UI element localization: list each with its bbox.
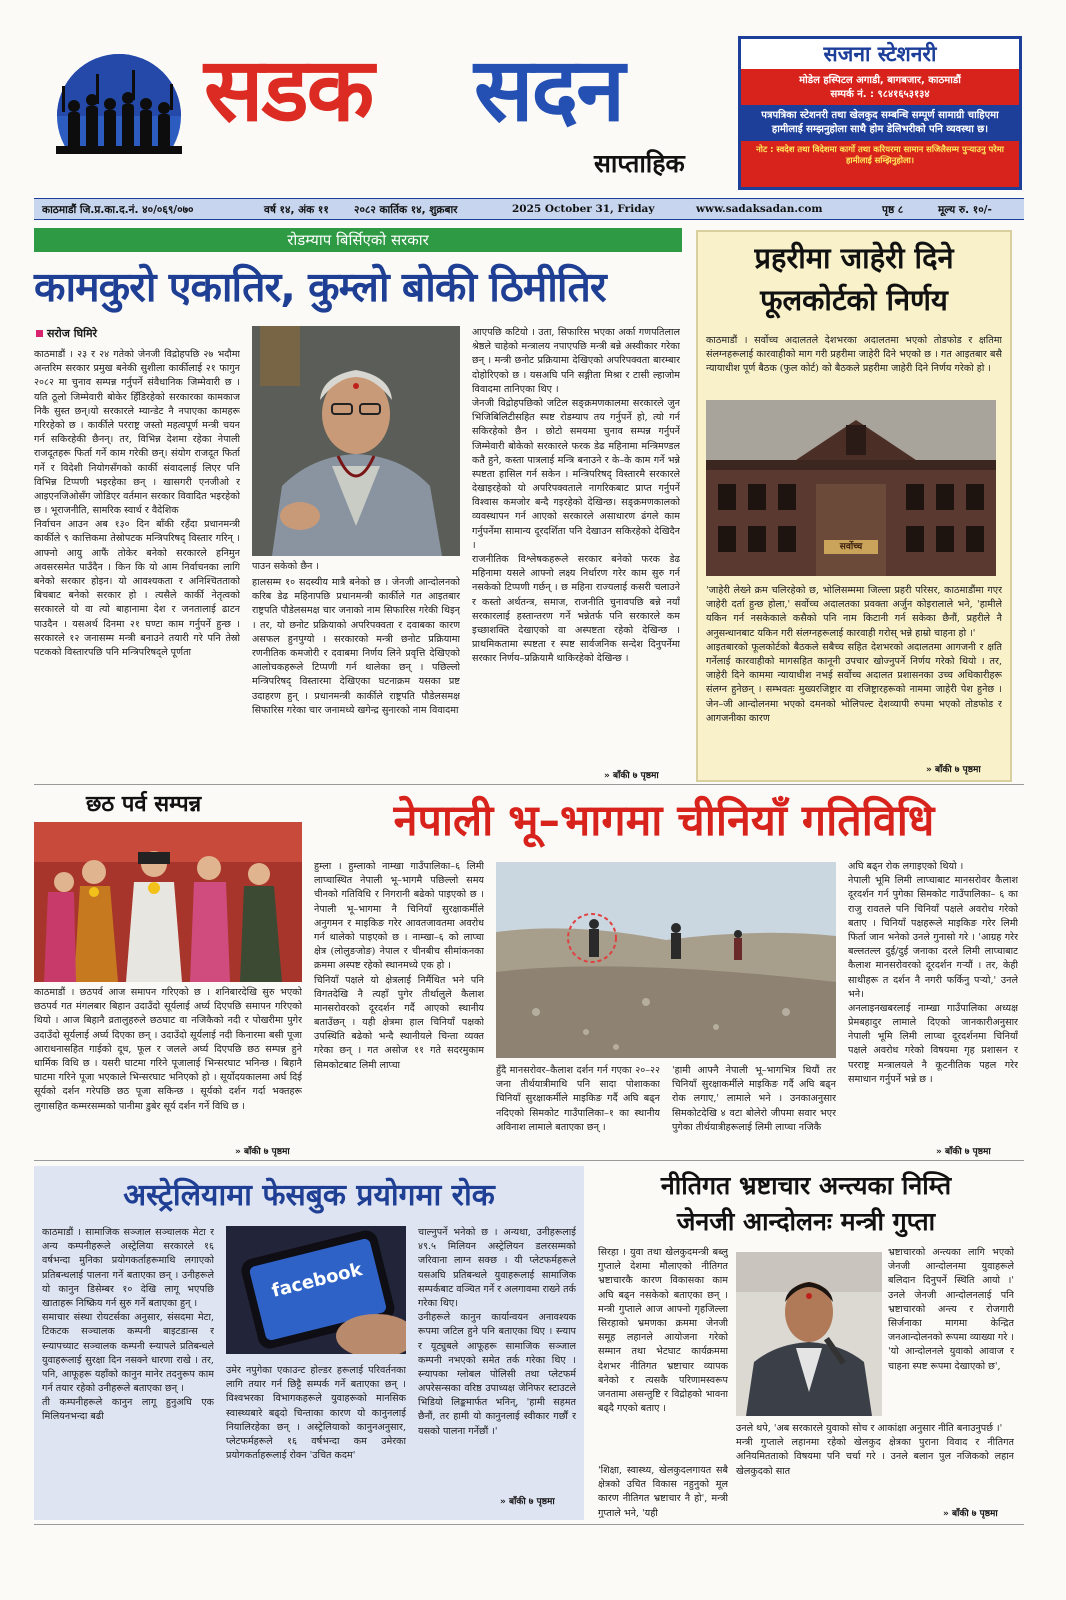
court-sign: सर्वोच्च (839, 542, 863, 552)
section-divider (34, 784, 1024, 785)
facebook-logo-text: facebook (269, 1259, 365, 1302)
china-headline: नेपाली भू–भागमा चीनियाँ गतिविधि (393, 796, 935, 846)
china-column-4: अघि बढ्न रोक लगाइएको थियो । नेपाली भूमि लिमी लाप्चाबाट मानसरोवर कैलाश दूरदर्शन गर्न पुगेका सिमकोट गाउँपालिका– ६ का राजु रावतले पनि चिनियाँ पक्षले अवरोध गरेको बताए । चिनियाँ पक्षहरूले माइकिङ गरेर लिमी फिर्ता जान भनेको उनले गुनासो गरे । 'आग्रह गरेर बल्लतल्ल दुई/दुई जनाका दरले लिमी लाप्चाबाट कैलाश मानसरोवरको दूरदर्शन गऱ्यौं । तर, केही साथीहरू त दर्शन नै नगरी फर्किनु पऱ्यो,' उनले भने। अनलाइनखबरलाई नाम्खा गाउँपालिका अध्यक्ष प्रेमबहादुर लामाले दिएको जानकारीअनुसार नेपाली भूमि लिमी लाप्चा दूरदर्शनमा चिनियाँ पक्षले अवरोध गरेको विषयमा गृह प्रशासन र परराष्ट्र मन्त्रालयले नै कूटनीतिक पहल गरेर समाधान गर्नुपर्ने भन्ने छ । (848, 861, 1018, 1085)
lead-column-3: आएपछि कटियो । उता, सिफारिस भएका अर्का गणपतिलाल श्रेष्ठले चाहेको मन्त्रालय नपाएपछि मन्त्री बन्ने अस्वीकार गरेका छन् । मन्त्री छनोट प्रक्रियामा देखिएको अपरिपक्वता बारम्बार दोहोरिएको छ । यसअघि पनि सङ्गीता मिश्रा र टासी ल्हाजोम विवादमा तानिएका थिए । जेनजी विद्रोहपछिको जटिल सङ्क्रमणकालमा सरकारले जुन भिजिबिलिटीसहित स्पष्ट रोडम्याप तय गर्नुपर्ने हो, त्यो गर्न सकिरहेको छैन । छोटो समयमा चुनाव सम्पन्न गर्नुपर्ने जिम्मेवारी बोकेको सरकारले फरक डेढ महिनामा मन्त्रिमण्डल कतै हुने, कस्ता पात्रलाई मन्त्रि बनाउने र के–के काम गर्ने भन्ने स्पष्टता हासिल गर्न सकेन । मन्त्रिपरिषद् विस्तारमै सरकारले देखाइरहेको यो अपरिपक्वताले नागरिकबाट प्राप्त गर्नुपर्ने विश्वास कमजोर बन्दै गइरहेको देखिन्छ। सङ्क्रमणकालको व्यवस्थापन गर्न आएको सरकारले असाधारण ढंगले काम गर्नुपर्नेमा सामान्य दूरदर्शिता पनि देखाउन सकिरहेको देखिदैन । राजनीतिक विश्लेषकहरूले सरकार बनेको फरक डेढ महिनामा यसले आफ्नो लक्ष्य निर्धारण गरेर काम सुरु गर्न नसकेको टिप्पणी गर्छन् । छ महिना राज्यलाई कसरी चलाउने र कस्तो अर्थतन्त्र, समाज, राजनीति चुनावपछि बन्ने नयाँ सरकारलाई हस्तान्तरण गर्ने भन्नेतर्फ पनि सरकारले कम इच्छाशक्ति देखाएको वा अस्पष्टता रहेको देखिन्छ । प्राथमिकतामा स्पष्टता र स्पष्ट सार्वजनिक सन्देश दिनुपर्नेमा सरकार निर्णय–प्रक्रियामै थाकिरहेको देखिन्छ । (472, 327, 680, 665)
chhath-continued[interactable]: » बाँकी ७ पृष्ठमा (232, 1144, 290, 1157)
chhath-body: काठमाडौं । छठपर्व आज समापन गरिएको छ । शनिबारदेखि सुरु भएको छठपर्व गत मंगलबार बिहान उदाउँदो सूर्यलाई अर्घ्य दिएपछि समापन गरिएको थियो । आज बिहानै व्रतालुहरुले छठघाट वा नजिकैको नदी र पोखरीमा पुगेर उदाउँदो सूर्यलाई अर्घ्य दिएका छन् । उदाउँदो सूर्यलाई नदी किनारमा बसी पूजा आराधनासहित गाईको दूध, फूल र जलले अर्घ्य दिएपछि छठ सम्पन्न हुने धार्मिक विधि छ । यसरी घाटमा गरिने पूजालाई भिन्सरघाट भनिन्छ । बिहानै घाटमा गरिने पूजा भएकाले भिन्सरघाट भनिएको हो । सूर्योदयकालमा अर्घ दिई सूर्यको दर्शन गरेपछि छठ पूजा सकिन्छ । सूर्यको दर्शन गर्दा भक्तहरू लुगासहित कम्मरसम्मको पानीमा डुबेर सूर्य दर्शन गर्ने विधि छ । (34, 987, 302, 1112)
info-bar (34, 198, 1024, 220)
advert-note: नोट : स्वदेश तथा विदेशमा कार्गो तथा करियरमा सामान सजिलैसम्म पुऱ्याउनु परेमा हामीलाई सम्झिनुहोला। (756, 144, 1004, 165)
prahari-headline-2: फूलकोर्टको निर्णय (760, 283, 948, 317)
byline-marker (36, 330, 43, 337)
china-photo (496, 862, 836, 1058)
facebook-photo (226, 1226, 406, 1354)
genz-quote: 'शिक्षा, स्वास्थ्य, खेलकुदलगायत सबै क्षेत्रको उचित विकास नहुनुको मूल कारण नीतिगत भ्रष्टाचार नै हो', मन्त्री गुप्ताले भने, 'यही (598, 1465, 728, 1518)
prahari-headline-1: प्रहरीमा जाहेरी दिने (754, 241, 954, 275)
volume-issue: वर्ष १४, अंक ११ (264, 204, 329, 216)
lead-column-2: हालसम्म १० सदस्यीय मात्रै बनेको छ । जेनजी आन्दोलनको करिब डेढ महिनापछि प्रधानमन्त्री कार्कीले गत आइतबार राष्ट्रपति पौडेलसमक्ष चार जनाको नाम सिफारिस गरेकी थिइन् । तर, यो छनोट प्रक्रियाको अपरिपक्वता र दवाबका कारण असफल हुनपुग्यो । सरकारको मन्त्री छनोट प्रक्रियामा रणनीतिक कमजोरी र दवाबमा निर्णय लिने प्रवृत्ति देखिएको आलोचकहरूले टिप्पणी गर्न थालेका छन् । पछिल्लो मन्त्रिपरिषद् विस्तारमा देखिएका घटनाक्रम यसका प्रष्ट उदाहरण हुन् । प्रधानमन्त्री कार्कीले राष्ट्रपति पौडेलसमक्ष सिफारिस गरेका चार जनामध्ये खगेन्द्र सुनारको नाम विवादमा (252, 577, 460, 716)
lead-photo-figure (252, 326, 460, 556)
china-column-2: हुँदै मानसरोवर–कैलाश दर्शन गर्न गएका २०–२२ जना तीर्थयात्रीमाथि पनि सादा पोशाकका चिनियाँ सुरक्षाकर्मीले माइकिङ गर्दै अघि बढ्न नदिएको सिमकोट गाउँपालिका–१ का स्थानीय अविनाश लामाले बताएका छन् । (496, 1065, 660, 1133)
genz-continued[interactable]: » बाँकी ७ पृष्ठमा (940, 1506, 998, 1519)
advert-body: पत्रपत्रिका स्टेशनरी तथा खेलकुद सम्बन्धि सम्पूर्ण सामाग्री चाहिएमा हामीलाई सम्झनुहोला साथै होम डेलिभरीको पनि व्यवस्था छ। (741, 105, 1019, 141)
bottom-rule (34, 1524, 1024, 1525)
chhath-headline: छठ पर्व सम्पन्न (86, 792, 202, 817)
masthead-title-left: सडक (204, 38, 373, 141)
australia-column-2: उमेर नपुगेका एकाउन्ट होल्डर हरूलाई परिवर्तनका लागि तयार गर्न छिट्टै सम्पर्क गर्ने बताएका छन् । विश्वभरका विभागकहरूले युवाहरूको मानसिक स्वास्थ्यबारे बढ्दो चिन्ताका कारण यो कानुनलाई नियालिरहेका छन् । अस्ट्रेलियाको कानुनअनुसार, प्लेटफर्महरूले १६ वर्षभन्दा कम उमेरका प्रयोगकर्ताहरूलाई रोक्न 'उचित कदम' (226, 1365, 406, 1462)
china-column-1: हुम्ला । हुम्लाको नाम्खा गाउँपालिका–६ लिमी लाप्चास्थित नेपाली भू–भागमै पछिल्लो समय चीनको गतिविधि र निगरानी बढेको पाइएको छ । नेपाली भू–भागमा नै चिनियाँ सुरक्षाकर्मीले अनुगमन र माइकिङ गरेर आवतजावतमा अवरोध गर्न थालेको पाइएको छ । नाम्खा–६ को लाप्चा क्षेत्र (लोलुङजोङ) नेपाल र चीनबीच सीमांकनका क्रममा अस्पष्ट रहेको स्थानमध्ये एक हो । चिनियाँ पक्षले यो क्षेत्रलाई निर्मैथित भने पनि विगतदेखि नै त्यहाँ पुगेर तीर्थालुले कैलाश मानसरोवरको दूरदर्शन गर्दै आएको स्थानीय बताउँछन् । यही क्षेत्रमा हाल चिनियाँ पक्षको उपस्थिति बढेको भन्दै स्थानीयले चिन्ता व्यक्त गरेका छन् । गत असोज ११ गते सदरमुकाम सिमकोटबाट लिमी लाप्चा (314, 861, 484, 1071)
lead-byline (36, 326, 97, 341)
border-landscape (496, 862, 836, 1058)
china-continued[interactable]: » बाँकी ७ पृष्ठमा (936, 1147, 991, 1157)
protest-logo-icon (34, 38, 204, 178)
registration-number: काठमाडौं जि.प्र.का.द.नं. ४०/०६९/०७० (42, 204, 194, 216)
prahari-continued[interactable]: » बाँकी ७ पृष्ठमा (926, 765, 981, 775)
lead-photo-caption: पाउन सकेको छैन । (252, 561, 320, 572)
australia-continued[interactable]: » बाँकी ७ पृष्ठमा (500, 1497, 555, 1507)
prahari-photo (706, 400, 996, 576)
lead-kicker: रोडम्याप बिर्सिएको सरकार (34, 228, 682, 252)
australia-column-3: चाल्नुपर्ने भनेको छ । अन्यथा, उनीहरूलाई ४९.५ मिलियन अस्ट्रेलियन डलरसम्मको जरिवाना लाग्न सक्छ । यी प्लेटफर्महरूले यसअघि प्रतिबन्धले युवाहरूलाई सामाजिक सम्पर्कबाट वञ्चित गर्ने र अलगावमा राख्ने तर्क गरेका थिए। उनीहरूले कानुन कार्यान्वयन अनावश्यक रूपमा जटिल हुने पनि बताएका थिए । स्न्याप र यूट्युबले आफूहरू सामाजिक सञ्जाल कम्पनी नभएको समेत तर्क गरेका थिए । स्न्यापका ग्लोबल पोलिसी तथा प्लेटफर्म अपरेसन्सका वरिष्ठ उपाध्यक्ष जेनिफर स्टाउटले भिडियो लिङ्कमार्फत भनिन्, 'हामी सहमत छैनौं, तर हामी यो कानुनलाई स्वीकार गर्छौं र यसको पालना गर्नेछौं ।' (418, 1227, 576, 1437)
advert-address: मोडेल हस्पिटल अगाडी, बागबजार, काठमाडौं (799, 75, 961, 86)
genz-headline-2: जेनजी आन्दोलनः मन्त्री गुप्ता (676, 1207, 936, 1236)
australia-column-1: काठमाडौं । सामाजिक सञ्जाल सञ्चालक मेटा र अन्य कम्पनीहरूले अस्ट्रेलिया सरकारले १६ वर्षभन्दा मुनिका प्रयोगकर्ताहरूमाथि लगाएको प्रतिबन्धलाई पालना गर्ने बताएका छन् । उनीहरूले यो कानुन डिसेम्बर १० देखि लागू भएपछि खाताहरू निष्क्रिय गर्न सुरु गर्ने बताएका हुन् । समाचार संस्था रोयटर्सका अनुसार, संसदमा मेटा, टिकटक सञ्चालक कम्पनी बाइटडान्स र स्न्यापच्याट सञ्चालक कम्पनी स्न्यापले प्रतिबन्धले युवाहरूलाई सुरक्षा दिन नसक्ने धारणा राखे । तर, पनि, आफूहरू यहाँको कानुन मानेर तदनुरूप काम गर्न तयार रहेको उनीहरूले बताएका छन् । ती कम्पनीहरूले कानुन लागू हुनुअघि एक मिलियनभन्दा बढी (42, 1227, 214, 1423)
section-divider-2 (34, 1160, 1024, 1161)
page-number: पृष्ठ ८ (882, 204, 904, 216)
lead-photo (252, 326, 460, 556)
stationery-advert (738, 36, 1022, 190)
masthead-subtitle: साप्ताहिक (594, 149, 685, 178)
prahari-intro: काठमाडौं । सर्वोच्च अदालतले देशभरका अदालतमा भएको तोडफोड र क्षतिमा संलग्नहरूलाई कारवाहीको माग गरी प्रहरीमा जाहेरी दिने भएको छ । गत आइतबार बसै न्यायाधीश पूर्ण बैठक (फुल कोर्ट) को बैठकले प्रहरीमा जाहेरी दिने निर्णय गरेको हो । (706, 335, 1002, 375)
genz-column-2: भ्रष्टाचारको अन्त्यका लागि भएको जेनजी आन्दोलनमा युवाहरूले बलिदान दिनुपर्ने स्थिति आयो ।' उनले जेनजी आन्दोलनलाई पनि भ्रष्टाचारको अन्त्य र रोजगारी सिर्जनाका मागमा केन्द्रित जनआन्दोलनको रूपमा व्याख्या गरे । 'यो आन्दोलनले युवाको आवाज र चाहना स्पष्ट रूपमा देखाएको छ', (888, 1247, 1014, 1372)
minister-speaking (736, 1252, 882, 1416)
genz-photo (736, 1252, 882, 1416)
lead-continued[interactable]: » बाँकी ७ पृष्ठमा (604, 771, 659, 781)
date-nepali: २०८२ कार्तिक १४, शुक्रबार (354, 204, 458, 216)
date-english: 2025 October 31, Friday (512, 203, 655, 215)
prahari-body: 'जाहेरी लेख्ने क्रम चलिरहेको छ, भोलिसम्ममा जिल्ला प्रहरी परिसर, काठमाडौंमा गएर जाहेरी दर्ता हुन्छ होला,' सर्वोच्च अदालतका प्रवक्ता अर्जुन कोइरालाले भने, 'हामीले यकिन गर्न नसकेकाले कसैको पनि नाम किटानी गर्न सकेका छैनौं, प्रहरीले नै अनुसन्धानबाट यकिन गरी संलग्नहरूलाई कारवाही गरोस् भन्ने हाम्रो चाहना हो ।' आइतबारको फूलकोर्टको बैठकले सबैच्च सहित देशभरको अदालतमा आगजनी र क्षति गर्नेलाई कारवाहीको मागसहित कानूनी उपचार खोज्नुपर्ने निर्णय गरेको थियो । तर, जाहेरी दिने काममा न्यायाधीश नभई सर्वोच्च अदालत प्रशासनका उच्च अधिकारीहरू संलग्न हुनेछन् । सम्भवतः मुख्यरजिष्ट्रार वा रजिष्ट्रारहरूको नाममा जाहेरी पेश हुनेछ । जेन–जी आन्दोलनमा भएको दमनको भोलिपल्ट देशव्यापी रुपमा भएको तोडफोड र आगजनीका कारण (706, 585, 1002, 724)
china-column-3: 'हामी आफ्नै नेपाली भू–भागभित्र थियौं तर चिनियाँ सुरक्षाकर्मीले माइकिङ गर्दै अघि बढ्न रोक लगाए,' लामाले भने । उनकाअनुसार सिमकोटदेखि ४ वटा बोलेरो जीपमा सवार भएर पुगेका तीर्थयात्रीहरूलाई लिमी लाप्चा नजिकै (672, 1065, 836, 1133)
price: मूल्य रु. १०/- (938, 204, 992, 216)
masthead (34, 34, 734, 194)
australia-headline: अस्ट्रेलियामा फेसबुक प्रयोगमा रोक (123, 1178, 495, 1213)
advert-name: सजना स्टेशनरी (741, 39, 1019, 69)
genz-column-1: सिरहा । युवा तथा खेलकुदमन्त्री बब्लु गुप्ताले देशमा मौलाएको नीतिगत भ्रष्टाचारकै कारण विकासका काम अघि बढ्न नसकेको बताएका छन् । मन्त्री गुप्ताले आज आफ्नो गृहजिल्ला सिरहाको भ्रमणका क्रममा जेनजी समूह लहानले आयोजना गरेको सम्मान तथा भेटघाट कार्यक्रममा देशभर नीतिगत भ्रष्टाचार व्यापक बनेको र त्यसकै परिणामस्वरूप जनतामा असन्तुष्टि र विद्रोहको भावना बढ्दै गएको बताए । (598, 1247, 728, 1415)
chhath-photo (34, 822, 302, 982)
chhath-ceremony (34, 822, 302, 982)
genz-headline-1: नीतिगत भ्रष्टाचार अन्त्यका निम्ति (660, 1171, 952, 1200)
genz-column-3: उनले थपे, 'अब सरकारले युवाको सोच र आकांक्षा अनुसार नीति बनाउनुपर्छ ।' मन्त्री गुप्ताले लहानमा रहेको खेलकुद क्षेत्रका पुराना विवाद र नीतिगत अनियमितताको विषयमा पनि चर्चा गरे । उनले बलान पुल नजिकको लहान खेलकुदको सात (736, 1423, 1014, 1477)
lead-column-1: काठमाडौं । २३ र २४ गतेको जेनजी विद्रोहपछि २७ भदौमा अन्तरिम सरकार प्रमुख बनेकी सुशीला कार्कीलाई २१ फागुन २०८२ मा चुनाव सम्पन्न गर्नुपर्ने संवैधानिक जिम्मेवारी छ । यति ठूलो जिम्मेवारी बोकेर हिँडिरहेको सरकारका कामकाज निकै सुस्त छन्।यो सरकारले म्यान्डेट नै नपाएका कामहरू गरिरहेको छ । कार्कीले परराष्ट्र जस्तो महत्वपूर्ण मन्त्री चयन गर्न सकिरहेकी छैनन्। तर, विभिन्न देशमा रहेका नेपाली राजदूतहरू फिर्ता गर्ने काम गरेकी छन्। संयोग राजदूत फिर्ता गर्ने र विदेशी नियोगसँगको कार्की संवादलाई लिएर पनि विभिन्न टिप्पणी भइरहेका छन् । खासगरी एनजीओ र आइएनजिओसँग जोडिएर वर्तमान सरकार विवादित भइरहेको छ । भूराजनीति, सामरिक स्वार्थ र वैदेशिक निर्वाचन आउन अब १३० दिन बाँकी रहँदा प्रधानमन्त्री कार्कीले ९ कात्तिकमा तेस्रोपटक मन्त्रिपरिषद् विस्तार गरिन् । आफ्नो आयु आफैं तोकेर बनेको सरकारले हनिमुन अवसरसमेत पाउँदैन । किन कि यो आम निर्वाचनका लागि बनेको सरकार होइन। यो आवश्यकता र अनिश्चितताको बिचबाट बनेको सरकार हो । त्यसैले कार्की नेतृत्वको सरकारले यो वा त्यो बाहानामा देश र जनतालाई ढाटन पाउदैन । यसअर्थ दिनमा २१ घण्टा काम गर्नुपर्ने हुन्छ । सरकारले १२ जनासम्म मन्त्री बनाउने तयारी गरे पनि तेस्रो पटकको विस्तारपछि पनि मन्त्रिपरिषद्ले पूर्णता (34, 349, 240, 658)
website-link[interactable]: www.sadaksadan.com (696, 203, 823, 215)
masthead-title-right: सदन (474, 38, 624, 141)
lead-headline: कामकुरो एकातिर, कुम्लो बोकी ठिमीतिर (34, 263, 606, 311)
byline-name: सरोज घिमिरे (47, 327, 98, 340)
advert-contact: सम्पर्क नं. : ९८४१६५३१३४ (830, 89, 930, 100)
